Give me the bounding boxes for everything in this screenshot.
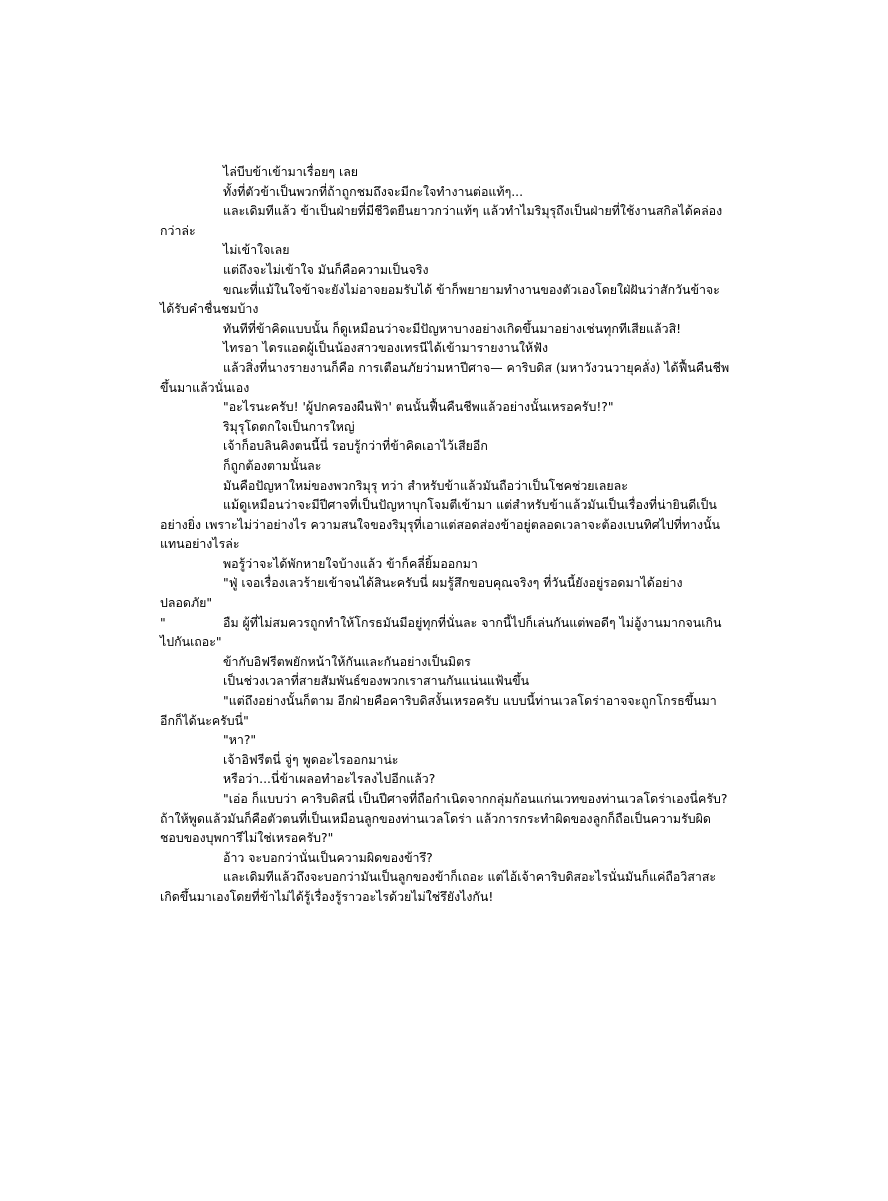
paragraph: แม้ดูเหมือนว่าจะมีปีศาจที่เป็นปัญหาบุกโจมตีเข้ามา แต่สำหรับข้าแล้วมันเป็นเรื่องที่น่ายินดีเป็นอย่างยิ่ง เพราะไม่ว่าอย่างไร ความสนใจของริมุรุที่เอาแต่สอดส่องข้าอยู่ตลอดเวลาจะต้องเบนทิศไปที่ทางนั้นแทนอย่างไรล่ะ: [160, 497, 721, 552]
paragraph: และเดิมทีแล้ว ข้าเป็นฝ่ายที่มีชีวิตยืนยาวกว่าแท้ๆ แล้วทำไมริมุรุถึงเป็นฝ่ายที่ใช้งานสกิลได้คล่องกว่าล่ะ: [160, 203, 723, 238]
paragraph: เจ้าอิฟรีตนี่ จู่ๆ พูดอะไรออกมาน่ะ: [223, 751, 399, 767]
paragraph: ไม่เข้าใจเลย: [223, 242, 290, 258]
paragraph: [160, 613, 730, 652]
paragraph: แต่ถึงจะไม่เข้าใจ มันก็คือความเป็นจริง: [223, 261, 429, 277]
paragraph: อ้าว จะบอกว่านั่นเป็นความผิดของข้ารึ?: [223, 849, 433, 865]
paragraph: "เอ่อ ก็แบบว่า คาริบดิสนี่ เป็นปีศาจที่ถือกำเนิดจากกลุ่มก้อนแก่นเวทของท่านเวลโดร่าเองนี่ครับ? ถ้าให้พูดแล้วมันก็คือตัวตนที่เป็นเหมือนลูกของท่านเวลโดร่า แล้วการกระทำผิดของลูกก็ถือเป็นความรับผิดชอบของบุพการีไม่ใช่เหรอครับ?": [160, 791, 728, 846]
paragraph-text: อืม ผู้ที่ไม่สมควรถูกทำให้โกรธมันมีอยู่ทุกที่นั่นละ จากนี้ไปก็เล่นกันแต่พอดีๆ ไม่อู้งานมากจนเกินไปกันเถอะ": [160, 614, 722, 650]
paragraph: ขณะที่แม้ในใจข้าจะยังไม่อาจยอมรับได้ ข้าก็พยายามทำงานของตัวเองโดยใฝ่ฝันว่าสักวันข้าจะได้รับคำชื่นชมบ้าง: [160, 281, 720, 317]
paragraph: เจ้าก็อบลินคิงตนนี้นี่ รอบรู้กว่าที่ข้าคิดเอาไว้เสียอีก: [223, 438, 488, 454]
stray-quote-mark: ": [160, 614, 166, 630]
paragraph: แล้วสิ่งที่นางรายงานก็คือ การเตือนภัยว่ามหาปีศาจ— คาริบดิส (มหาวังวนวายุคลั่ง) ได้ฟื้นคืนชีพขึ้นมาแล้วนั่นเอง: [160, 359, 730, 395]
paragraph: "อะไรนะครับ! 'ผู้ปกครองผืนฟ้า' ตนนั้นฟื้นคืนชีพแล้วอย่างนั้นเหรอครับ!?": [223, 399, 614, 415]
paragraph: "ฟู่ เจอเรื่องเลวร้ายเข้าจนได้สินะครับนี่ ผมรู้สึกขอบคุณจริงๆ ที่วันนี้ยังอยู่รอดมาได้อย่างปลอดภัย": [160, 575, 683, 611]
paragraph: ไทรอา ไดรแอดผู้เป็นน้องสาวของเทรนีได้เข้ามารายงานให้ฟัง: [223, 340, 549, 356]
paragraph: พอรู้ว่าจะได้พักหายใจบ้างแล้ว ข้าก็คลี่ยิ้มออกมา: [223, 555, 478, 571]
paragraph: มันคือปัญหาใหม่ของพวกริมุรุ ทว่า สำหรับข้าแล้วมันถือว่าเป็นโชคช่วยเลยละ: [223, 477, 628, 493]
paragraph: "หา?": [223, 732, 257, 748]
body-text: [160, 162, 730, 907]
paragraph: หรือว่า...นี่ข้าเผลอทำอะไรลงไปอีกแล้ว?: [223, 771, 436, 787]
paragraph: ข้ากับอิฟรีตพยักหน้าให้กันและกันอย่างเป็นมิตร: [223, 653, 471, 669]
paragraph: ก็ถูกต้องตามนั้นละ: [223, 457, 322, 473]
paragraph: "แต่ถึงอย่างนั้นก็ตาม อีกฝ่ายคือคาริบดิสงั้นเหรอครับ แบบนี้ท่านเวลโดร่าอาจจะถูกโกรธขึ้นมาอีกก็ได้นะครับนี่": [160, 693, 717, 728]
paragraph: ริมุรุโดตกใจเป็นการใหญ่: [223, 418, 355, 434]
paragraph: เป็นช่วงเวลาที่สายสัมพันธ์ของพวกเราสานกันแน่นแฟ้นขึ้น: [223, 673, 530, 689]
paragraph: และเดิมทีแล้วถึงจะบอกว่ามันเป็นลูกของข้าก็เถอะ แต่ไอ้เจ้าคาริบดิสอะไรนั่นมันก็แค่ถือวิสาสะเกิดขึ้นมาเองโดยที่ข้าไม่ได้รู้เรื่องรู้ราวอะไรด้วยไม่ใช่รึยังไงกัน!: [160, 869, 717, 904]
paragraph: ทันทีที่ข้าคิดแบบนั้น ก็ดูเหมือนว่าจะมีปัญหาบางอย่างเกิดขึ้นมาอย่างเช่นทุกทีเสียแล้วสิ!: [223, 320, 682, 336]
paragraph: ไล่บีบข้าเข้ามาเรื่อยๆ เลย: [223, 164, 359, 179]
paragraph: ทั้งที่ตัวข้าเป็นพวกที่ถ้าถูกชมถึงจะมีกะใจทำงานต่อแท้ๆ...: [223, 183, 524, 199]
